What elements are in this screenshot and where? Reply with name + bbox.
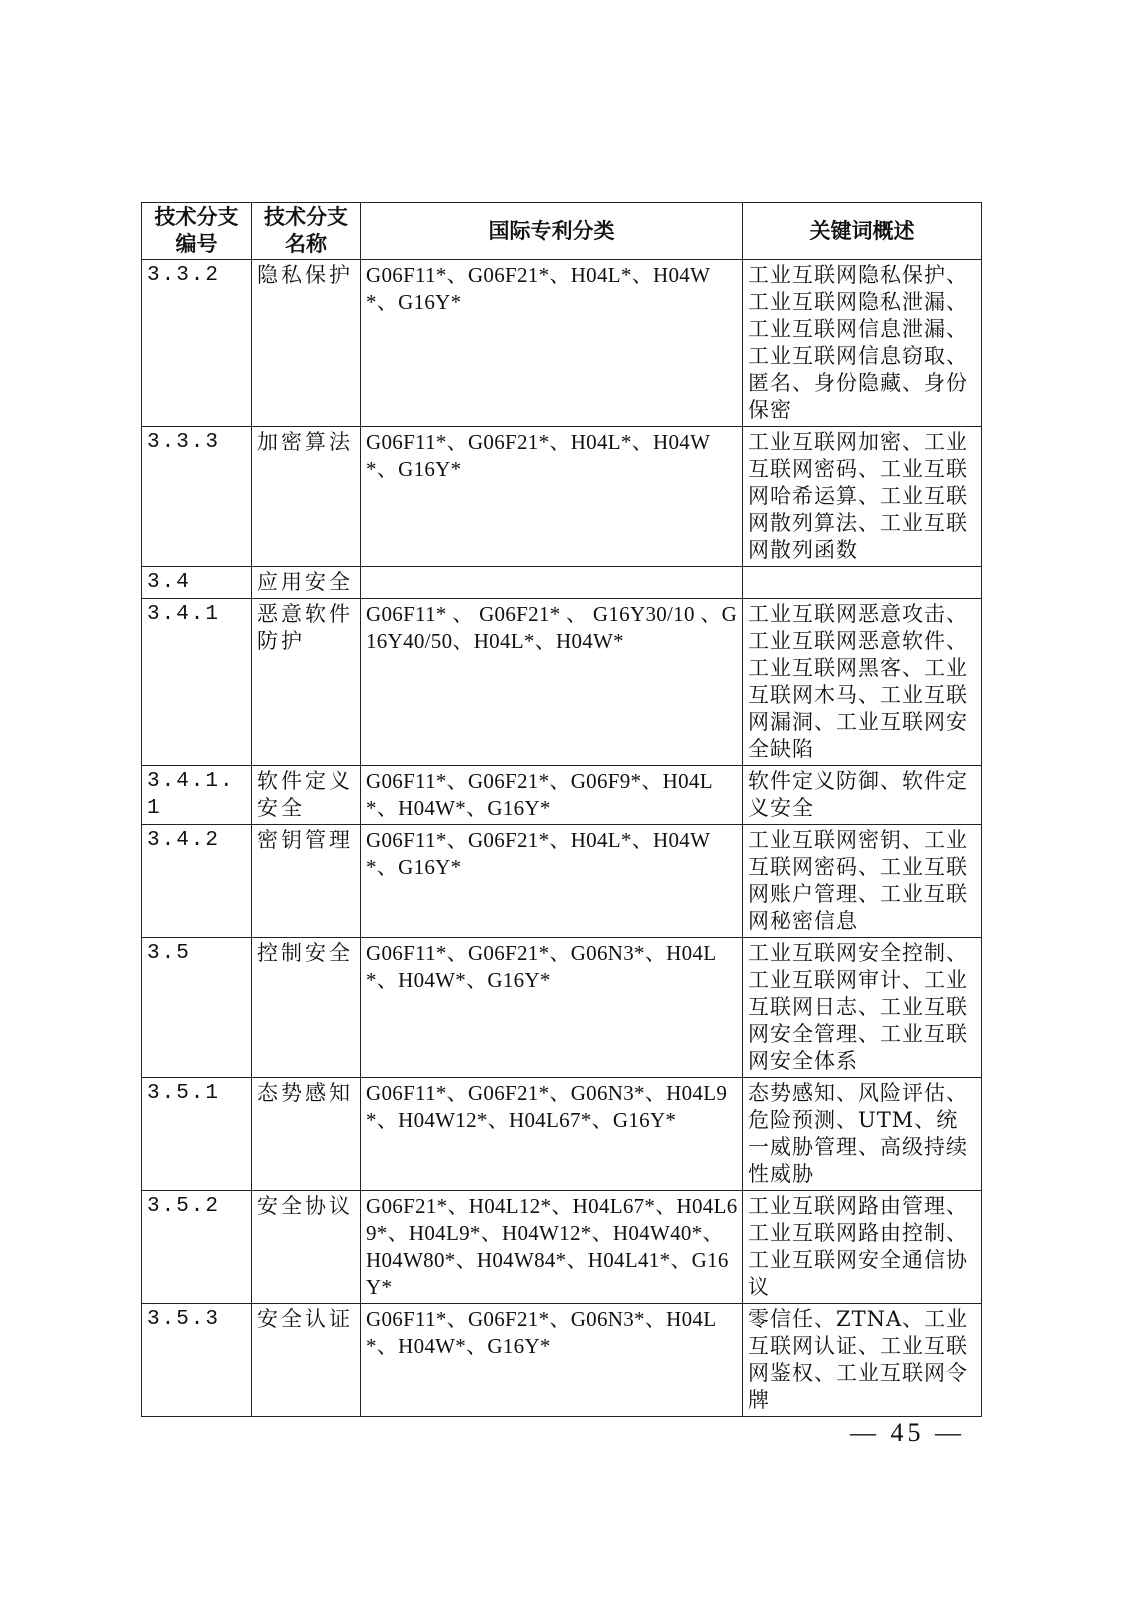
keywords-cell: 零信任、ZTNA、工业互联网认证、工业互联网鉴权、工业互联网令牌: [743, 1304, 982, 1417]
branch-code-cell: 3.5.3: [142, 1304, 252, 1417]
table-row: [142, 599, 982, 766]
branch-name-cell: 恶意软件防护: [252, 599, 361, 766]
page-number: — 45 —: [850, 1418, 965, 1447]
header-branch-name: 技术分支名称: [252, 203, 361, 260]
branch-name-cell: 加密算法: [252, 427, 361, 567]
ipc-cell: G06F11*、G06F21*、H04L*、H04W*、G16Y*: [361, 427, 743, 567]
branch-name-cell: 应用安全: [252, 567, 361, 599]
table-row: [142, 1304, 982, 1417]
table-row: [142, 427, 982, 567]
branch-code-cell: 3.4.1: [142, 599, 252, 766]
table-row: [142, 825, 982, 938]
branch-name-cell: 安全认证: [252, 1304, 361, 1417]
table-row: [142, 1078, 982, 1191]
patent-classification-table: [141, 202, 982, 1417]
keywords-cell: 态势感知、风险评估、危险预测、UTM、统一威胁管理、高级持续性威胁: [743, 1078, 982, 1191]
ipc-cell: G06F11*、G06F21*、G06N3*、H04L9*、H04W12*、H04L67*、G16Y*: [361, 1078, 743, 1191]
table-row: [142, 567, 982, 599]
ipc-cell: G06F11*、G06F21*、G06F9*、H04L*、H04W*、G16Y*: [361, 766, 743, 825]
table-row: [142, 938, 982, 1078]
keywords-cell: 工业互联网加密、工业互联网密码、工业互联网哈希运算、工业互联网散列算法、工业互联网散列函数: [743, 427, 982, 567]
branch-code-cell: 3.5.1: [142, 1078, 252, 1191]
branch-code-cell: 3.3.2: [142, 260, 252, 427]
header-keywords: 关键词概述: [743, 203, 982, 260]
table-row: [142, 766, 982, 825]
table-row: [142, 260, 982, 427]
keywords-cell: 工业互联网恶意攻击、工业互联网恶意软件、工业互联网黑客、工业互联网木马、工业互联网漏洞、工业互联网安全缺陷: [743, 599, 982, 766]
branch-code-cell: 3.4.1.1: [142, 766, 252, 825]
branch-name-cell: 软件定义安全: [252, 766, 361, 825]
ipc-cell: G06F11*、G06F21*、G06N3*、H04L*、H04W*、G16Y*: [361, 1304, 743, 1417]
header-ipc: 国际专利分类: [361, 203, 743, 260]
keywords-cell: 工业互联网安全控制、工业互联网审计、工业互联网日志、工业互联网安全管理、工业互联网安全体系: [743, 938, 982, 1078]
keywords-cell: 工业互联网路由管理、工业互联网路由控制、工业互联网安全通信协议: [743, 1191, 982, 1304]
ipc-cell: G06F11*、G06F21*、G06N3*、H04L*、H04W*、G16Y*: [361, 938, 743, 1078]
branch-name-cell: 密钥管理: [252, 825, 361, 938]
table-row: [142, 1191, 982, 1304]
keywords-cell: [743, 567, 982, 599]
ipc-cell: [361, 567, 743, 599]
branch-code-cell: 3.3.3: [142, 427, 252, 567]
keywords-cell: 工业互联网隐私保护、工业互联网隐私泄漏、工业互联网信息泄漏、工业互联网信息窃取、匿名、身份隐藏、身份保密: [743, 260, 982, 427]
ipc-cell: G06F11* 、 G06F21* 、 G16Y30/10 、G16Y40/50、H04L*、H04W*: [361, 599, 743, 766]
ipc-cell: G06F11*、G06F21*、H04L*、H04W*、G16Y*: [361, 825, 743, 938]
branch-code-cell: 3.4: [142, 567, 252, 599]
branch-code-cell: 3.5.2: [142, 1191, 252, 1304]
branch-code-cell: 3.5: [142, 938, 252, 1078]
keywords-cell: 软件定义防御、软件定义安全: [743, 766, 982, 825]
ipc-cell: G06F21*、H04L12*、H04L67*、H04L69*、H04L9*、H04W12*、H04W40*、H04W80*、H04W84*、H04L41*、G16Y*: [361, 1191, 743, 1304]
ipc-cell: G06F11*、G06F21*、H04L*、H04W*、G16Y*: [361, 260, 743, 427]
table-header-row: [142, 203, 982, 260]
branch-name-cell: 控制安全: [252, 938, 361, 1078]
branch-name-cell: 隐私保护: [252, 260, 361, 427]
branch-code-cell: 3.4.2: [142, 825, 252, 938]
keywords-cell: 工业互联网密钥、工业互联网密码、工业互联网账户管理、工业互联网秘密信息: [743, 825, 982, 938]
header-branch-code: 技术分支编号: [142, 203, 252, 260]
branch-name-cell: 态势感知: [252, 1078, 361, 1191]
branch-name-cell: 安全协议: [252, 1191, 361, 1304]
